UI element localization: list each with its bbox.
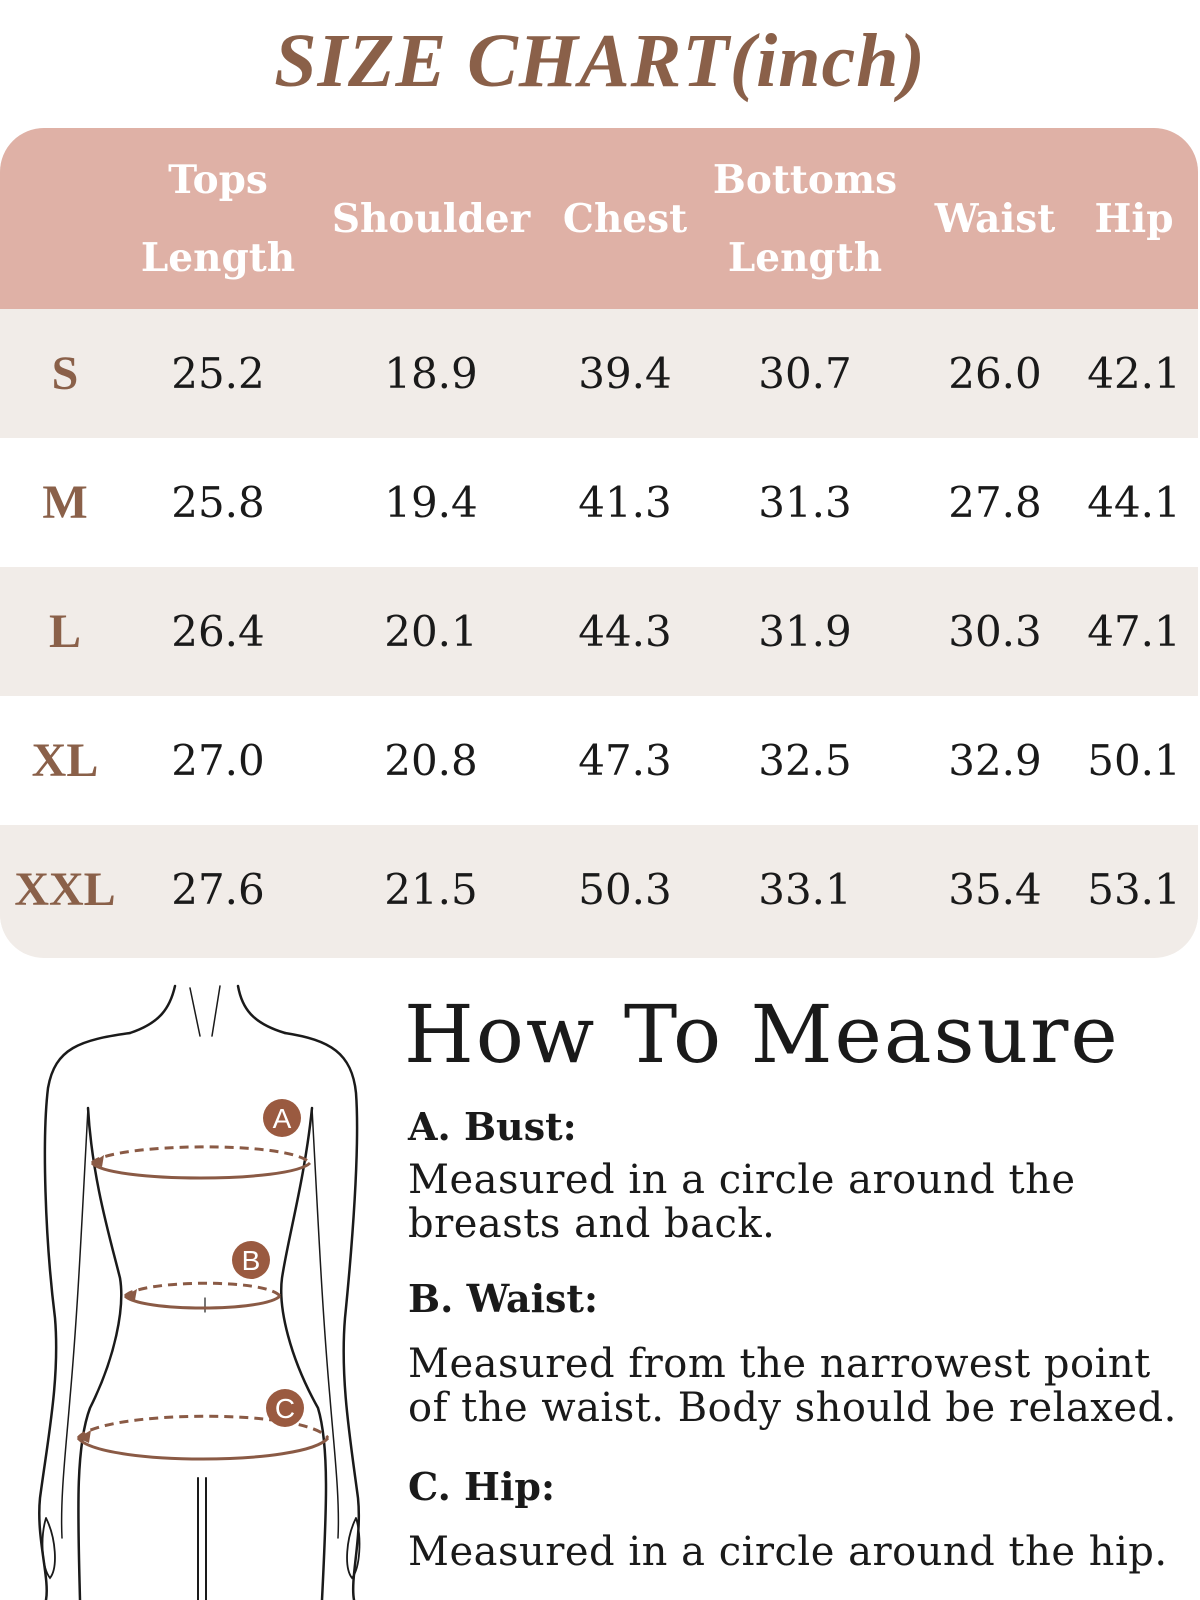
table-row — [0, 309, 1198, 438]
marker-c — [266, 1389, 304, 1427]
bottoms-length-value: 32.5 — [758, 736, 852, 785]
marker-a — [263, 1099, 301, 1137]
chest-value: 50.3 — [578, 865, 672, 914]
tops-length-value: 25.8 — [171, 478, 265, 527]
marker-b — [232, 1241, 270, 1279]
bust-heading: A. Bust: — [408, 1104, 577, 1149]
bust-description: Measured in a circle around the breasts and back. — [408, 1157, 1076, 1247]
size-label: XXL — [14, 863, 116, 916]
header-shoulder: Shoulder — [331, 195, 531, 242]
table-header — [0, 128, 1198, 309]
header-tops-length-line2: Length — [140, 234, 296, 281]
hip-value: 47.1 — [1087, 607, 1181, 656]
marker-c-label: C — [274, 1393, 296, 1424]
chest-value: 44.3 — [578, 607, 672, 656]
size-label: XL — [31, 734, 99, 787]
tops-length-value: 26.4 — [171, 607, 265, 656]
hip-value: 53.1 — [1087, 865, 1181, 914]
bottoms-length-value: 31.3 — [758, 478, 852, 527]
hip-value: 50.1 — [1087, 736, 1181, 785]
header-chest: Chest — [562, 195, 688, 242]
header-tops-length-line1: Tops — [168, 156, 268, 203]
header-bottoms-length — [700, 128, 910, 309]
shoulder-value: 19.4 — [384, 478, 478, 527]
hip-value: 42.1 — [1087, 349, 1181, 398]
tops-length-value: 27.0 — [171, 736, 265, 785]
marker-b-label: B — [241, 1245, 261, 1276]
bottoms-length-value: 31.9 — [758, 607, 852, 656]
tops-length-value: 27.6 — [171, 865, 265, 914]
table-row — [0, 825, 1198, 954]
shoulder-value: 21.5 — [384, 865, 478, 914]
waist-value: 35.4 — [948, 865, 1042, 914]
body-measurement-figure — [0, 978, 400, 1600]
bottoms-length-value: 30.7 — [758, 349, 852, 398]
hip-description: Measured in a circle around the hip. — [408, 1529, 1168, 1575]
chest-value: 39.4 — [578, 349, 672, 398]
size-chart-title: SIZE CHART(inch) — [274, 19, 926, 103]
header-waist: Waist — [934, 195, 1056, 242]
size-table — [0, 128, 1198, 958]
chest-value: 41.3 — [578, 478, 672, 527]
header-hip: Hip — [1094, 195, 1174, 242]
waist-description: Measured from the narrowest point of the waist. Body should be relaxed. — [408, 1341, 1177, 1431]
waist-value: 32.9 — [948, 736, 1042, 785]
shoulder-value: 20.8 — [384, 736, 478, 785]
tops-length-value: 25.2 — [171, 349, 265, 398]
waist-value: 26.0 — [948, 349, 1042, 398]
table-row — [0, 438, 1198, 567]
shoulder-value: 18.9 — [384, 349, 478, 398]
size-label: S — [51, 347, 79, 400]
waist-heading: B. Waist: — [408, 1276, 598, 1321]
header-tops-length — [128, 128, 308, 309]
table-row — [0, 696, 1198, 825]
how-to-measure-title: How To Measure — [404, 988, 1120, 1081]
header-bottoms-length-line1: Bottoms — [712, 156, 898, 203]
shoulder-value: 20.1 — [384, 607, 478, 656]
hip-heading: C. Hip: — [408, 1464, 555, 1509]
table-row — [0, 567, 1198, 696]
hip-value: 44.1 — [1087, 478, 1181, 527]
header-bottoms-length-line2: Length — [727, 234, 883, 281]
size-label: L — [48, 605, 81, 658]
size-label: M — [42, 476, 88, 529]
marker-a-label: A — [272, 1103, 292, 1134]
bottoms-length-value: 33.1 — [758, 865, 852, 914]
waist-value: 27.8 — [948, 478, 1042, 527]
chest-value: 47.3 — [578, 736, 672, 785]
waist-value: 30.3 — [948, 607, 1042, 656]
